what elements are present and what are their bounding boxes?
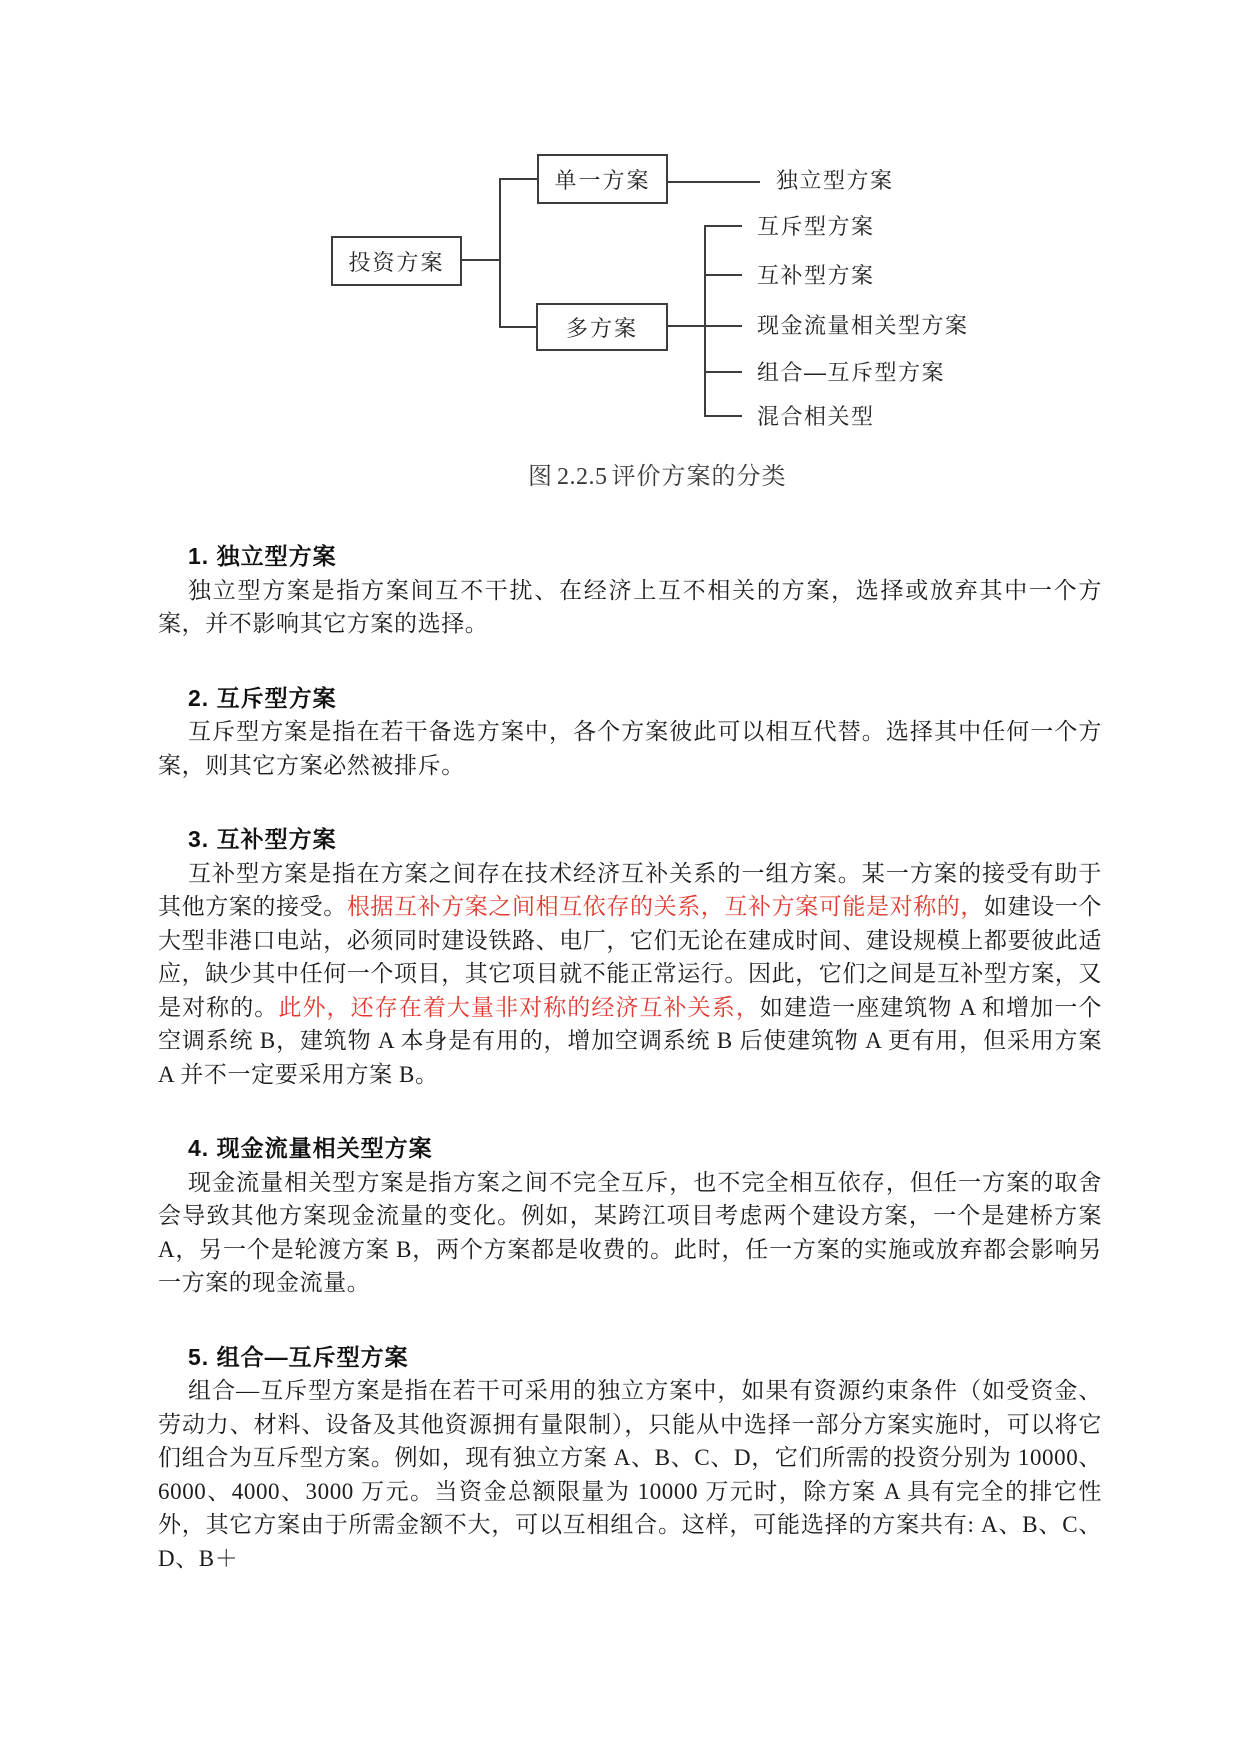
section-paragraph — [158, 1374, 1102, 1575]
highlighted-text-segment: 此外，还存在着大量非对称的经济互补关系， — [278, 994, 760, 1020]
section-heading: 1. 独立型方案 — [188, 543, 337, 569]
leaf-cashflow-related-plan: 现金流量相关型方案 — [757, 313, 969, 338]
section-mutually-exclusive-plan — [158, 682, 1102, 783]
connector-trunk-to-single — [499, 178, 537, 180]
classification-diagram — [0, 0, 1241, 500]
figure-caption-prefix: 图 — [528, 464, 553, 490]
section-heading: 2. 互斥型方案 — [188, 684, 337, 711]
tick-combined-exclusive — [704, 371, 742, 373]
node-investment-plan: 投资方案 — [331, 236, 462, 286]
connector-root-trunk — [462, 259, 501, 261]
section-heading: 4. 现金流量相关型方案 — [188, 1135, 433, 1161]
connector-trunk-to-multi — [499, 326, 536, 328]
connector-trunk-vertical — [499, 178, 501, 328]
bracket-vertical — [704, 226, 706, 417]
leaf-mixed-related-type: 混合相关型 — [757, 404, 875, 429]
text-segment: 独立型方案是指方案间互不干扰、在经济上互不相关的方案，选择或放弃其中一个方案，并不影响其它方案的选择。 — [158, 577, 1102, 636]
figure-caption-number: 2.2.5 — [557, 464, 608, 490]
leaf-complementary-plan: 互补型方案 — [757, 263, 875, 288]
node-single-plan: 单一方案 — [537, 154, 668, 204]
highlighted-text-segment: 根据互补方案之间相互依存的关系，互补方案可能是对称的， — [346, 894, 985, 919]
section-paragraph — [158, 715, 1102, 782]
node-multi-plan: 多方案 — [536, 303, 668, 351]
text-segment: 如建设一个大型非港口电站，必须同时建设铁路、电厂，它们无论在建成时间、建设规模上都要彼此适应，缺少其中任何一个项目，其它项目就不能正常运行。因此，它们之间是互补型方案，又是对称的。 — [158, 894, 1103, 1020]
text-segment: 互补型方案是指在方案之间存在技术经济互补关系的一组方案。某一方案的接受有助于其他方案的接受。 — [158, 860, 1102, 919]
section-independent-plan — [158, 540, 1102, 641]
text-segment: 组合—互斥型方案是指在若干可采用的独立方案中，如果有资源约束条件（如受资金、劳动力、材料、设备及其他资源拥有量限制），只能从中选择一部分方案实施时，可以将它们组合为互斥型方案。例如，现有独立方案 A、B、C、D，它们所需的投资分别为 10000、6000、4000、3000 万元。当资金总额限量为 10000 万元时，除方案 A 具有完全的排它性外，其它方案由于所需金额不大，可以互相组合。这样，可能选择的方案共有: A、B、C、D、B＋ — [158, 1378, 1102, 1571]
leaf-mutually-exclusive-plan: 互斥型方案 — [757, 214, 875, 239]
leaf-combined-exclusive-plan: 组合—互斥型方案 — [757, 360, 946, 385]
section-complementary-plan — [158, 823, 1102, 1091]
text-segment: 现金流量相关型方案是指方案之间不完全互斥，也不完全相互依存，但任一方案的取舍会导致其他方案现金流量的变化。例如，某跨江项目考虑两个建设方案，一个是建桥方案 A，另一个是轮渡方案 B，两个方案都是收费的。此时，任一方案的实施或放弃都会影响另一方案的现金流量。 — [158, 1169, 1102, 1295]
figure-caption-title: 评价方案的分类 — [611, 464, 787, 490]
body-text — [158, 540, 1102, 1575]
section-heading: 3. 互补型方案 — [188, 826, 337, 852]
text-segment: 互斥型方案是指在若干备选方案中，各个方案彼此可以相互代替。选择其中任何一个方案，则其它方案必然被排斥。 — [158, 719, 1102, 778]
text-segment: 如建造一座建筑物 A 和增加一个空调系统 B，建筑物 A 本身是有用的，增加空调系统 B 后使建筑物 A 更有用，但采用方案 A 并不一定要采用方案 B。 — [158, 994, 1103, 1087]
tick-mutually-exclusive — [704, 225, 742, 227]
tick-complementary — [704, 274, 742, 276]
section-cashflow-related-plan — [158, 1132, 1102, 1300]
section-paragraph — [158, 574, 1102, 641]
connector-single-to-leaf — [668, 181, 760, 183]
figure-caption — [528, 456, 787, 491]
section-paragraph — [158, 1166, 1102, 1300]
section-heading: 5. 组合—互斥型方案 — [188, 1343, 409, 1370]
tick-mixed-related — [704, 415, 742, 417]
section-paragraph — [158, 857, 1102, 1092]
leaf-independent-plan: 独立型方案 — [776, 168, 894, 193]
section-combined-exclusive-plan — [158, 1341, 1102, 1576]
